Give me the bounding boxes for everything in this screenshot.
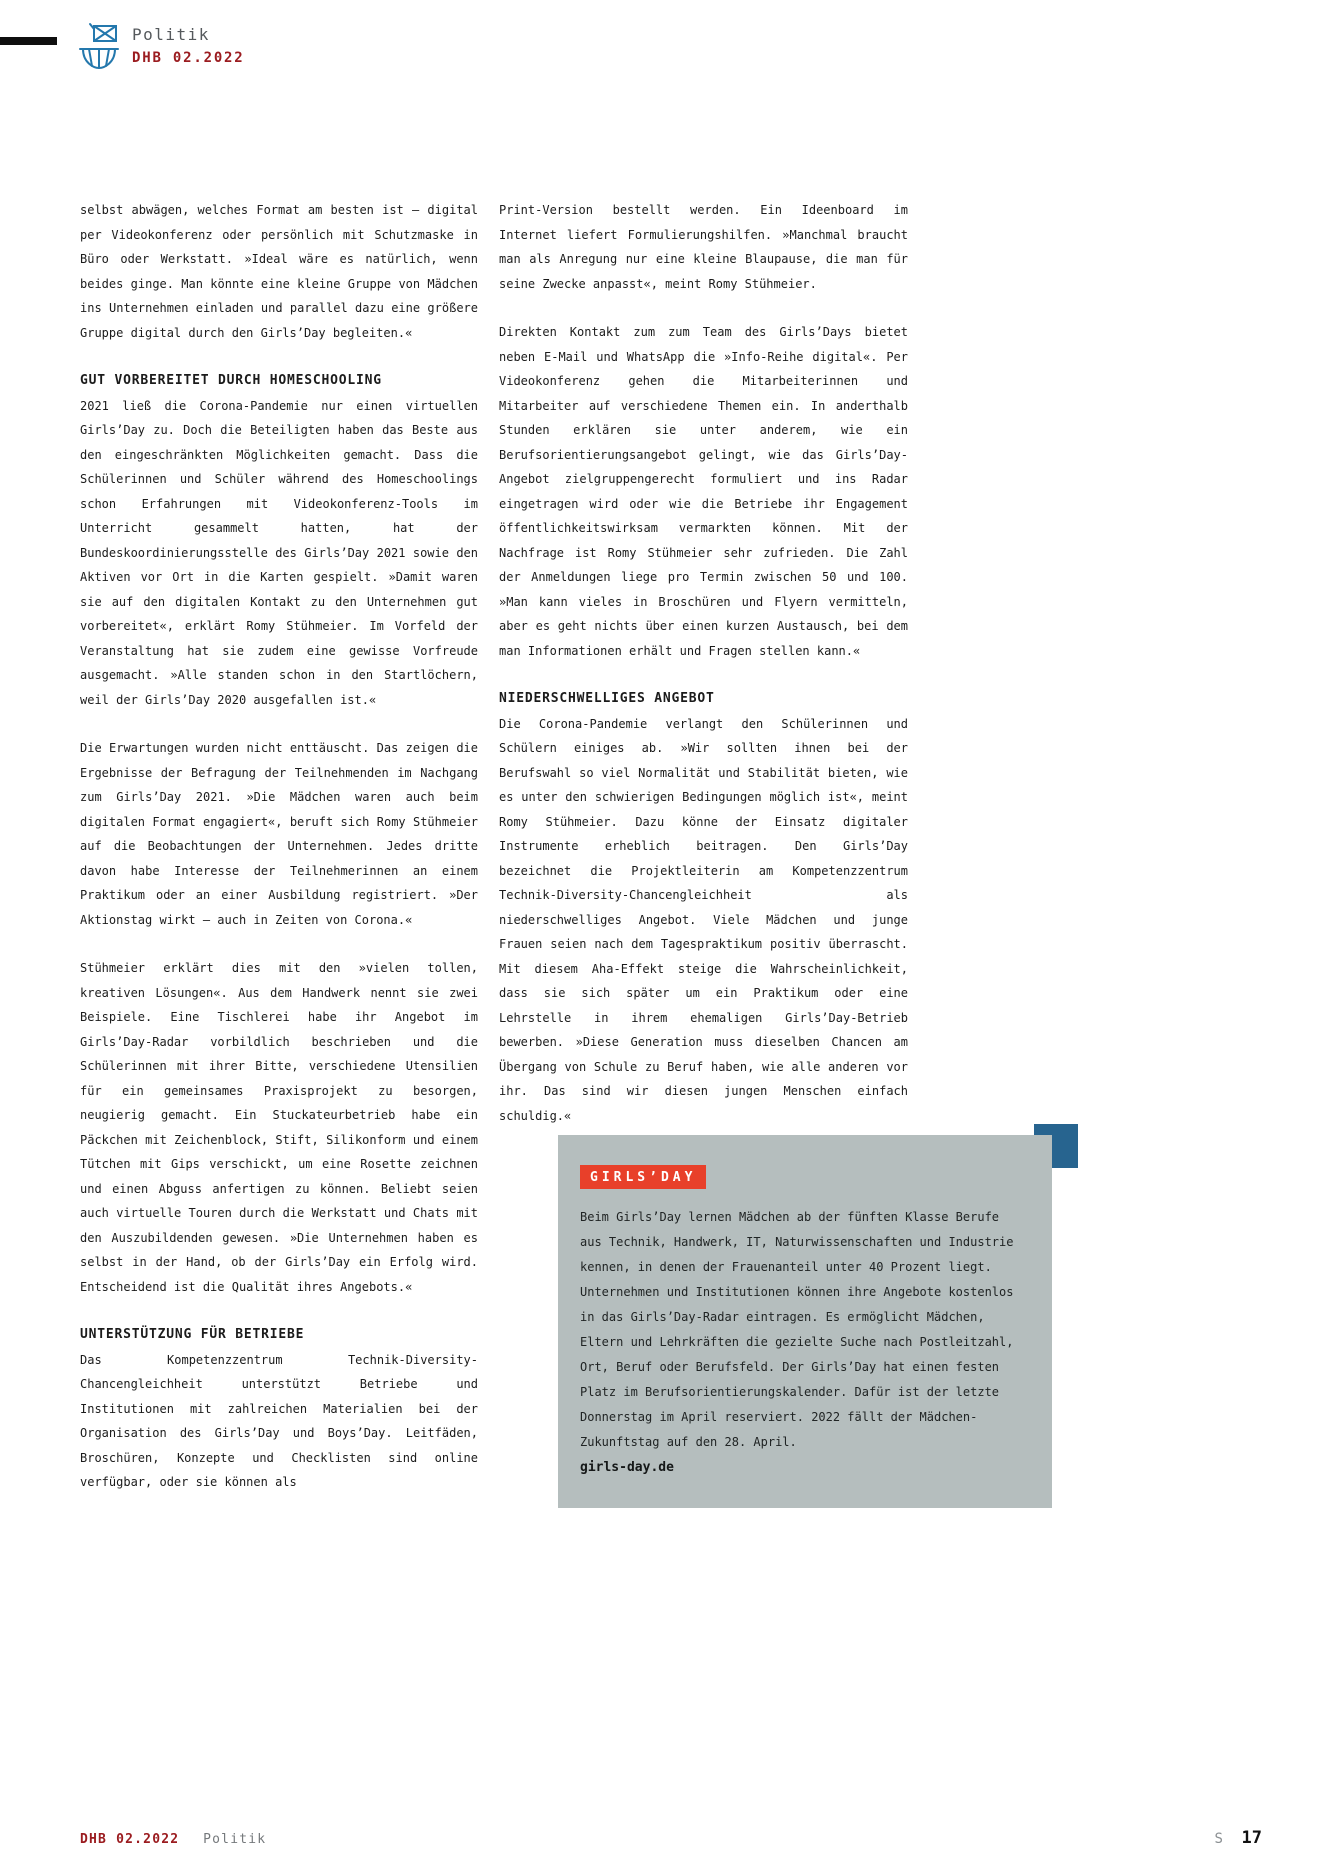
left-column: [80, 198, 478, 1495]
paragraph: Direkten Kontakt zum zum Team des Girls’Days bietet neben E-Mail und WhatsApp die »Info-Reihe digital«. Per Videokonferenz gehen die Mitarbeiterinnen und Mitarbeiter auf verschiedene Themen ein. In anderthalb Stunden erklären sie unter anderem, wie ein Berufsorientierungsangebot gelingt, wie das Girls’Day-Angebot zielgruppengerecht formuliert und ins Radar eingetragen wird oder wie die Betriebe ihr Engagement öffentlichkeitswirksam vermarkten können. Mit der Nachfrage ist Romy Stühmeier sehr zufrieden. Die Zahl der Anmeldungen liege pro Termin zwischen 50 und 100. »Man kann vieles in Broschüren und Flyern vermitteln, aber es geht nichts über einen kurzen Austausch, bei dem man Informationen erhält und Fragen stellen kann.«: [499, 325, 908, 658]
paragraph: Das Kompetenzzentrum Technik-Diversity-Chancengleichheit unterstützt Betriebe und Institutionen mit zahlreichen Materialien bei der Organisation des Girls’Day und Boys’Day. Leitfäden, Broschüren, Konzepte und Checklisten sind online verfügbar, oder sie können als: [80, 1352, 478, 1489]
page-prefix: S: [1214, 1831, 1223, 1847]
section-heading-niederschwellig: NIEDERSCHWELLIGES ANGEBOT: [499, 691, 715, 706]
section-heading-unterstuetzung: UNTERSTÜTZUNG FÜR BETRIEBE: [80, 1327, 305, 1342]
paragraph: Die Corona-Pandemie verlangt den Schülerinnen und Schülern einiges ab. »Wir sollten ihnen bei der Berufswahl so viel Normalität und Stabilität bieten, wie es unter den schwierigen Bedingungen möglich ist«, meint Romy Stühmeier. Dazu könne der Einsatz digitaler Instrumente erheblich beitragen. Den Girls’Day bezeichnet die Projektleiterin am Kompetenzzentrum Technik-Diversity-Chancengleichheit als niederschwelliges Angebot. Viele Mädchen und junge Frauen seien nach dem Tagespraktikum positiv überrascht. Mit diesem Aha-Effekt steige die Wahrscheinlichkeit, dass sie sich später um ein Praktikum oder eine Lehrstelle in ihrem ehemaligen Girls’Day-Betrieb bewerben. »Diese Generation muss dieselben Chancen am Übergang von Schule zu Beruf haben, wie alle anderen vor ihr. Das sind wir diesen jungen Menschen einfach schuldig.«: [499, 716, 908, 1123]
masthead: [78, 22, 245, 70]
paragraph: 2021 ließ die Corona-Pandemie nur einen virtuellen Girls’Day zu. Doch die Beteiligten haben das Beste aus den eingeschränkten Möglichkeiten gemacht. Dass die Schülerinnen und Schüler während des Homeschoolings schon Erfahrungen mit Videokonferenz-Tools im Unterricht gesammelt hatten, hat der Bundeskoordinierungsstelle des Girls’Day 2021 sowie den Aktiven vor Ort in die Karten gespielt. »Damit waren sie auf den digitalen Kontakt zu den Unternehmen gut vorbereitet«, erklärt Romy Stühmeier. Im Vorfeld der Veranstaltung hat sie zudem eine gewisse Vorfreude ausgemacht. »Alle standen schon in den Startlöchern, weil der Girls’Day 2020 ausgefallen ist.«: [80, 398, 478, 707]
footer-section-label: Politik: [203, 1832, 267, 1847]
paragraph: Die Erwartungen wurden nicht enttäuscht. Das zeigen die Ergebnisse der Befragung der Teilnehmenden im Nachgang zum Girls’Day 2021. »Die Mädchen waren auch beim digitalen Format engagiert«, beruft sich Romy Stühmeier auf die Beobachtungen der Unternehmen. Jedes dritte davon habe Interesse der Teilnehmerinnen an einem Praktikum oder an einer Ausbildung registriert. »Der Aktionstag wirkt – auch in Zeiten von Corona.«: [80, 741, 478, 927]
infobox-label-badge: GIRLS’DAY: [580, 1165, 706, 1189]
paragraph: Print-Version bestellt werden. Ein Ideenboard im Internet liefert Formulierungshilfen. »Manchmal braucht man als Anregung nur eine kleine Blaupause, die man für seine Zwecke anpasst«, meint Romy Stühmeier.: [499, 203, 908, 291]
issue-label: DHB 02.2022: [132, 50, 245, 66]
top-left-rule: [0, 37, 57, 45]
masthead-text: [132, 22, 245, 66]
footer-left: [80, 1832, 266, 1847]
section-heading-homeschooling: GUT VORBEREITET DURCH HOMESCHOOLING: [80, 373, 382, 388]
girlsday-infobox: [558, 1135, 1052, 1508]
section-label: Politik: [132, 25, 210, 44]
dhb-logo-icon: [78, 22, 120, 70]
infobox-body-text: Beim Girls’Day lernen Mädchen ab der fünften Klasse Berufe aus Technik, Handwerk, IT, Naturwissenschaften und Industrie kennen, in denen der Frauenanteil unter 40 Prozent liegt. Unternehmen und Institutionen können ihre Angebote kostenlos in das Girls’Day-Radar eintragen. Es ermöglicht Mädchen, Eltern und Lehrkräften die gezielte Suche nach Postleitzahl, Ort, Beruf oder Berufsfeld. Der Girls’Day hat einen festen Platz im Berufsorientierungskalender. Dafür ist der letzte Donnerstag im April reserviert. 2022 fällt der Mädchen-Zukunftstag auf den 28. April.: [580, 1210, 1014, 1449]
girls-day-link[interactable]: girls-day.de: [580, 1460, 674, 1475]
paragraph: Stühmeier erklärt dies mit den »vielen tollen, kreativen Lösungen«. Aus dem Handwerk nennt sie zwei Beispiele. Eine Tischlerei habe ihr Angebot im Girls’Day-Radar vorbildlich beschrieben und die Schülerinnen mit ihrer Bitte, verschiedene Utensilien für ein gemeinsames Praxisprojekt zu besorgen, neugierig gemacht. Ein Stuckateurbetrieb habe ein Päckchen mit Zeichenblock, Stift, Silikonform und einem Tütchen mit Gips verschickt, um eine Rosette zeichnen und einen Abguss anfertigen zu können. Beliebt seien auch virtuelle Touren durch die Werkstatt und Chats mit den Auszubildenden gewesen. »Die Unternehmen haben es selbst in der Hand, ob der Girls’Day ein Erfolg wird. Entscheidend ist die Qualität ihres Angebots.«: [80, 961, 478, 1294]
page-footer: [80, 1828, 1262, 1848]
footer-issue-label: DHB 02.2022: [80, 1832, 180, 1847]
page-number: 17: [1241, 1828, 1262, 1848]
paragraph: selbst abwägen, welches Format am besten ist – digital per Videokonferenz oder persönlich mit Schutzmaske in Büro oder Werkstatt. »Ideal wäre es natürlich, wenn beides ginge. Man könnte eine kleine Gruppe von Mädchen ins Unternehmen einladen und parallel dazu eine größere Gruppe digital durch den Girls’Day begleiten.«: [80, 203, 478, 340]
footer-page-indicator: [1214, 1828, 1262, 1848]
